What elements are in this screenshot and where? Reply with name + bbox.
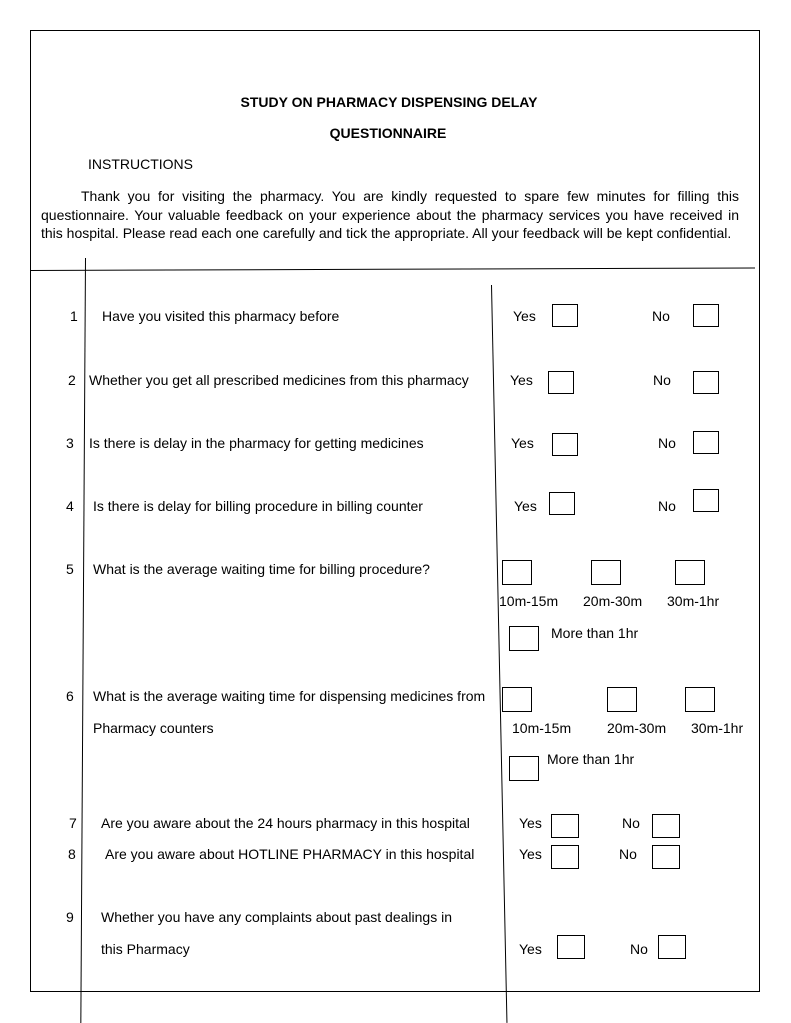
question-number: 7 [69, 815, 77, 831]
yes-label: Yes [511, 435, 534, 451]
time-option-label: 30m-1hr [667, 593, 720, 609]
question-text: Whether you have any complaints about past dealings in [101, 909, 452, 925]
yes-label: Yes [519, 941, 542, 957]
time-option-checkbox[interactable] [502, 560, 532, 585]
time-option-label: More than 1hr [551, 625, 639, 641]
time-option-checkbox[interactable] [502, 687, 532, 712]
yes-label: Yes [513, 308, 536, 324]
yes-checkbox[interactable] [552, 304, 578, 327]
time-option-label: 20m-30m [583, 593, 643, 609]
question-number: 4 [66, 498, 74, 514]
time-option-label: 10m-15m [499, 593, 559, 609]
question-text: Whether you get all prescribed medicines from this pharmacy [89, 372, 469, 388]
yes-checkbox[interactable] [551, 814, 579, 838]
no-checkbox[interactable] [652, 814, 680, 838]
question-text: What is the average waiting time for dispensing medicines from [93, 688, 486, 704]
no-checkbox[interactable] [658, 935, 686, 959]
time-option-checkbox[interactable] [685, 687, 715, 712]
time-option-label: 10m-15m [512, 720, 572, 736]
question-number: 1 [70, 308, 78, 324]
yes-checkbox[interactable] [549, 492, 575, 515]
question-text: Are you aware about the 24 hours pharmacy in this hospital [101, 815, 470, 831]
question-text-continued: Pharmacy counters [93, 720, 214, 736]
time-option-label: More than 1hr [547, 751, 635, 767]
question-number: 6 [66, 688, 74, 704]
question-text-continued: this Pharmacy [101, 941, 190, 957]
page-title: STUDY ON PHARMACY DISPENSING DELAY [240, 94, 538, 110]
yes-checkbox[interactable] [552, 433, 578, 456]
no-label: No [652, 308, 670, 324]
no-label: No [630, 941, 648, 957]
question-text: What is the average waiting time for billing procedure? [93, 561, 430, 577]
no-checkbox[interactable] [693, 371, 719, 394]
time-option-checkbox[interactable] [509, 756, 539, 781]
question-number: 9 [66, 909, 74, 925]
time-option-checkbox[interactable] [607, 687, 637, 712]
yes-checkbox[interactable] [551, 845, 579, 869]
page-subtitle: QUESTIONNAIRE [329, 125, 447, 141]
question-number: 3 [66, 435, 74, 451]
no-label: No [658, 498, 676, 514]
yes-label: Yes [510, 372, 533, 388]
no-label: No [619, 846, 637, 862]
question-number: 8 [68, 846, 76, 862]
no-label: No [653, 372, 671, 388]
question-text: Is there is delay in the pharmacy for getting medicines [89, 435, 424, 451]
time-option-label: 30m-1hr [691, 720, 744, 736]
time-option-checkbox[interactable] [675, 560, 705, 585]
question-text: Have you visited this pharmacy before [102, 308, 340, 324]
no-checkbox[interactable] [693, 304, 719, 327]
question-text: Are you aware about HOTLINE PHARMACY in this hospital [105, 846, 475, 862]
no-checkbox[interactable] [693, 431, 719, 454]
instructions-text: Thank you for visiting the pharmacy. You are kindly requested to spare few minutes for filling this questionnaire. Your valuable feedback on your experience about the pharmacy services you have received in this hospital. Please read each one carefully and tick the appropriate. All your feedback will be kept confidential. [41, 188, 739, 241]
no-label: No [622, 815, 640, 831]
yes-label: Yes [519, 846, 542, 862]
yes-checkbox[interactable] [557, 935, 585, 959]
yes-checkbox[interactable] [548, 371, 574, 394]
time-option-checkbox[interactable] [591, 560, 621, 585]
no-label: No [658, 435, 676, 451]
instructions-label: INSTRUCTIONS [88, 156, 193, 172]
yes-label: Yes [519, 815, 542, 831]
question-number: 2 [68, 372, 76, 388]
yes-label: Yes [514, 498, 537, 514]
time-option-checkbox[interactable] [509, 626, 539, 651]
time-option-label: 20m-30m [607, 720, 667, 736]
no-checkbox[interactable] [652, 845, 680, 869]
no-checkbox[interactable] [693, 489, 719, 512]
question-number: 5 [66, 561, 74, 577]
question-text: Is there is delay for billing procedure in billing counter [93, 498, 423, 514]
